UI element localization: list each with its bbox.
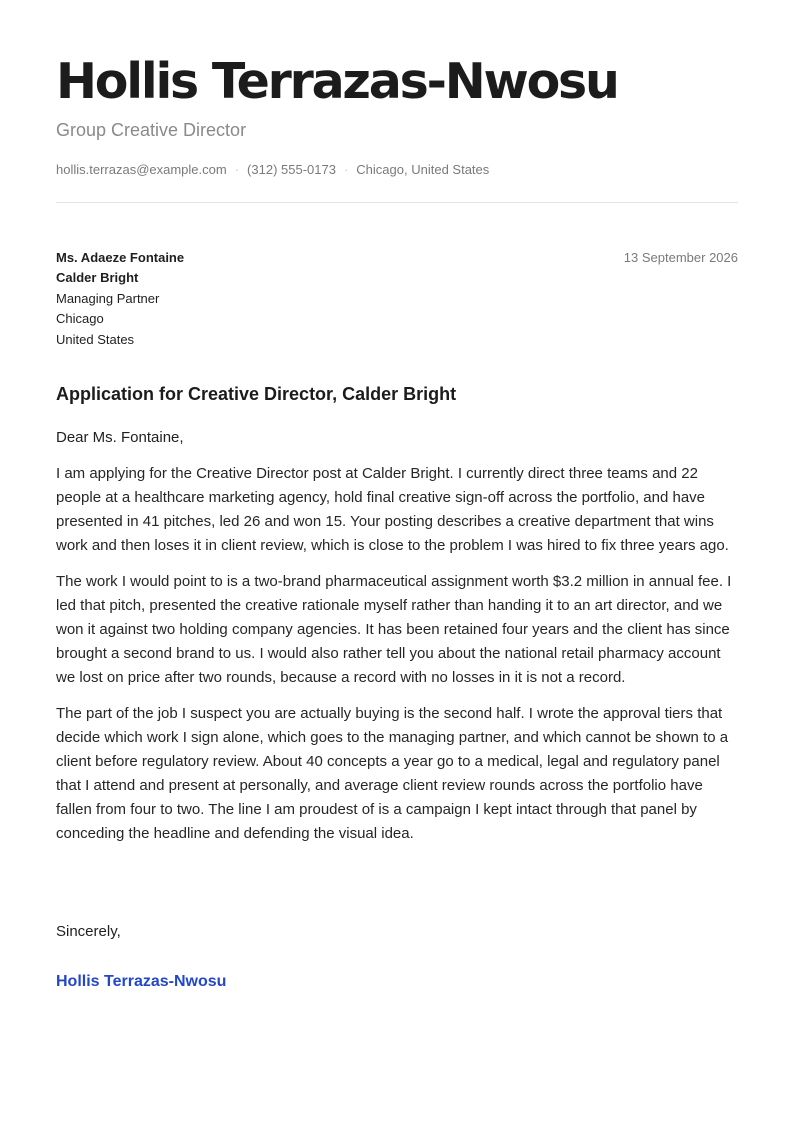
salutation: Dear Ms. Fontaine, xyxy=(56,429,184,446)
letter-subject: Application for Creative Director, Calder Bright xyxy=(56,384,457,404)
closing: Sincerely, xyxy=(56,923,121,940)
contact-details xyxy=(56,161,489,179)
signature: Hollis Terrazas-Nwosu xyxy=(56,973,227,990)
body-paragraph: I am applying for the Creative Director post at Calder Bright. I currently direct three teams and 22 people at a healthcare marketing agency, hold final creative sign-off across the portfolio, and have presented in 41 pitches, led 26 and won 15. Your posting describes a creative department that wins work and then loses it in client review, which is close to the problem I was hired to fix three years ago. xyxy=(56,465,729,554)
contact-location: Chicago, United States xyxy=(356,162,490,177)
letter-date: 13 September 2026 xyxy=(623,250,738,265)
recipient-name: Ms. Adaeze Fontaine xyxy=(56,250,185,265)
recipient-role: Managing Partner xyxy=(56,290,160,306)
recipient-company: Calder Bright xyxy=(56,270,139,286)
applicant-title: Group Creative Director xyxy=(56,120,247,140)
body-paragraph: The part of the job I suspect you are actually buying is the second half. I wrote the approval tiers that decide which work I sign alone, which goes to the managing partner, and which cannot be shown to a client before regulatory review. About 40 concepts a year go to a medical, legal and regulatory panel that I attend and present at personally, and average client review rounds across the portfolio have fallen from four to two. The line I am proudest of is a campaign I kept intact through that panel by conceding the headline and defending the visual idea. xyxy=(56,705,729,842)
body-paragraph: The work I would point to is a two-brand pharmaceutical assignment worth $3.2 million in annual fee. I led that pitch, presented the creative rationale myself rather than handing it to an art director, and we won it against two holding company agencies. It has been retained four years and the client has since brought a second brand to us. I would also rather tell you about the national retail pharmacy account we lost on price after two rounds, because a record with no losses in it is not a record. xyxy=(56,573,732,686)
header-divider xyxy=(56,202,738,203)
letter-body xyxy=(56,462,740,858)
applicant-name: Hollis Terrazas-Nwosu xyxy=(56,53,618,110)
contact-email[interactable]: hollis.terrazas@example.com xyxy=(56,162,227,177)
recipient-block xyxy=(56,248,184,350)
contact-separator: · xyxy=(234,162,240,177)
recipient-country: United States xyxy=(56,331,135,347)
contact-phone[interactable]: (312) 555-0173 xyxy=(247,162,336,177)
contact-separator: · xyxy=(343,162,349,177)
recipient-city: Chicago xyxy=(56,311,104,327)
